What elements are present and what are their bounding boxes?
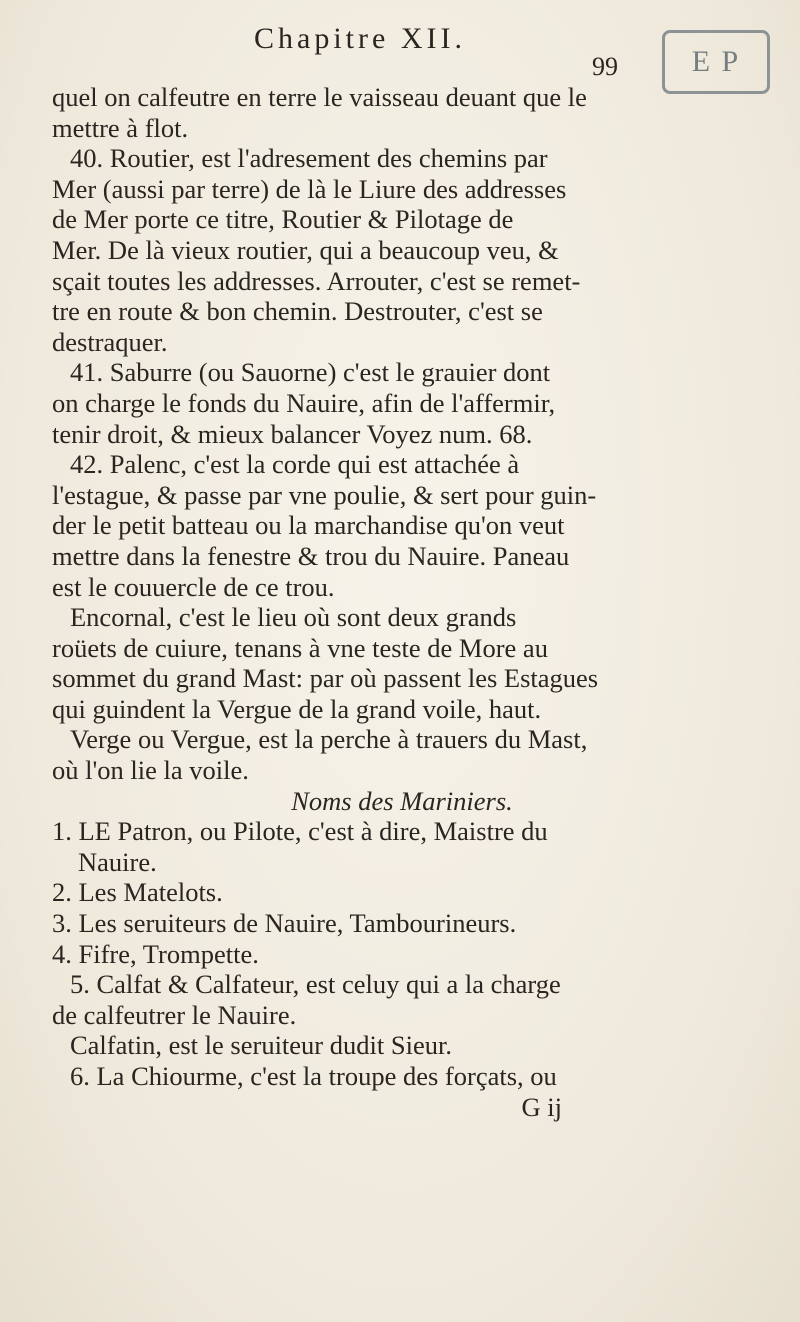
text-line: 6. La Chiourme, c'est la troupe des forçats, ou [70, 1061, 557, 1091]
text-line: der le petit batteau ou la marchandise qu'on veut [52, 510, 565, 541]
text-line: 40. Routier, est l'adresement des chemins par [70, 143, 548, 174]
text-line: Encornal, c'est le lieu où sont deux grands [70, 602, 517, 633]
text-line: Nauire. [78, 846, 157, 877]
stamp-text: E P [691, 45, 741, 78]
text-line: quel on calfeutre en terre le vaisseau deuant que le [52, 82, 587, 112]
text-line: l'estague, & passe par vne poulie, & sert pour guin- [52, 479, 597, 510]
text-line: Mer. De là vieux routier, qui a beaucoup veu, & [52, 234, 559, 265]
text-line: 41. Saburre (ou Sauorne) c'est le grauier dont [70, 357, 551, 388]
text-line: destraquer. [52, 326, 168, 357]
text-line: qui guindent la Vergue de la grand voile, haut. [52, 693, 542, 724]
page-number: 99 [592, 52, 618, 81]
text-line: 3. Les seruiteurs de Nauire, Tambourineurs. [52, 908, 517, 939]
text-line: sommet du grand Mast: par où passent les Estagues [52, 663, 599, 694]
text-line: est le couuercle de ce trou. [52, 571, 335, 602]
section-heading: Noms des Mariniers. [291, 785, 513, 816]
text-line: 1. LE Patron, ou Pilote, c'est à dire, Maistre du [52, 816, 548, 847]
text-line: roüets de cuiure, tenans à vne teste de More au [52, 632, 548, 663]
text-line: Mer (aussi par terre) de là le Liure des addresses [52, 173, 567, 204]
text-line: 4. Fifre, Trompette. [52, 938, 259, 969]
text-line: Calfatin, est le seruiteur dudit Sieur. [70, 1030, 452, 1061]
text-line: sçait toutes les addresses. Arrouter, c'est se remet- [52, 265, 581, 296]
text-line: on charge le fonds du Nauire, afin de l'affermir, [52, 387, 556, 418]
text-line: de calfeutrer le Nauire. [52, 999, 297, 1030]
text-line: tre en route & bon chemin. Destrouter, c'est se [52, 296, 543, 327]
text-line: 5. Calfat & Calfateur, est celuy qui a la charge [70, 969, 561, 1000]
text-line: mettre à flot. [52, 112, 189, 143]
signature-mark: G ij [521, 1091, 562, 1122]
text-line: Verge ou Vergue, est la perche à trauers du Mast, [70, 724, 588, 755]
text-line: de Mer porte ce titre, Routier & Pilotage de [52, 204, 514, 235]
text-line: 42. Palenc, c'est la corde qui est attachée à [70, 449, 520, 480]
text-line: mettre dans la fenestre & trou du Nauire. Paneau [52, 540, 570, 571]
chapter-heading: Chapitre XII. [254, 22, 466, 55]
text-line: tenir droit, & mieux balancer Voyez num. 68. [52, 418, 533, 449]
text-line: 2. Les Matelots. [52, 877, 223, 908]
page-body [52, 82, 752, 1122]
text-line: où l'on lie la voile. [52, 755, 249, 786]
